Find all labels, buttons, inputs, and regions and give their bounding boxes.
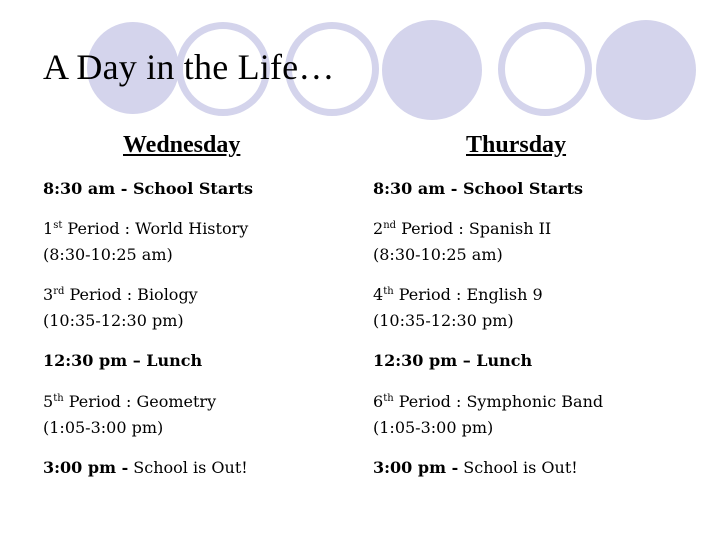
period-time: (8:30-10:25 am) (373, 245, 503, 264)
period-label: Period : Spanish II (396, 219, 552, 238)
period-time: (1:05-3:00 pm) (43, 418, 164, 437)
end-time: 3:00 pm - (43, 458, 129, 477)
period-entry (43, 282, 198, 334)
school-start: 8:30 am - School Starts (373, 179, 584, 198)
period-entry (373, 216, 551, 268)
decor-ring-3 (498, 22, 592, 116)
period-number: 6 (373, 392, 384, 411)
period-label: Period : Biology (64, 285, 198, 304)
period-time: (10:35-12:30 pm) (43, 311, 184, 330)
period-ordinal: th (383, 286, 394, 297)
period-entry (373, 282, 543, 334)
period-entry (43, 216, 248, 268)
period-label: Period : Symphonic Band (393, 392, 604, 411)
page-title: A Day in the Life… (43, 47, 335, 87)
end-time: 3:00 pm - (373, 458, 459, 477)
period-ordinal: st (53, 220, 63, 231)
school-start: 8:30 am - School Starts (43, 179, 254, 198)
period-ordinal: rd (53, 286, 65, 297)
period-label: Period : Geometry (63, 392, 217, 411)
period-number: 4 (373, 285, 384, 304)
end-text: School is Out! (458, 458, 578, 477)
period-number: 2 (373, 219, 384, 238)
day-heading-thursday: Thursday (466, 132, 567, 158)
period-entry (43, 389, 216, 441)
period-entry (373, 389, 603, 441)
lunch: 12:30 pm – Lunch (43, 351, 203, 370)
period-label: Period : World History (62, 219, 249, 238)
period-time: (1:05-3:00 pm) (373, 418, 494, 437)
end-text: School is Out! (128, 458, 248, 477)
day-heading-wednesday: Wednesday (123, 132, 241, 158)
school-end (43, 455, 248, 481)
lunch: 12:30 pm – Lunch (373, 351, 533, 370)
period-time: (8:30-10:25 am) (43, 245, 173, 264)
period-time: (10:35-12:30 pm) (373, 311, 514, 330)
decor-circle-3 (596, 20, 696, 120)
period-ordinal: th (383, 393, 394, 404)
period-label: Period : English 9 (393, 285, 543, 304)
period-number: 3 (43, 285, 54, 304)
school-end (373, 455, 578, 481)
period-ordinal: nd (383, 220, 397, 231)
period-number: 5 (43, 392, 54, 411)
period-ordinal: th (53, 393, 64, 404)
period-number: 1 (43, 219, 54, 238)
decor-circle-2 (382, 20, 482, 120)
